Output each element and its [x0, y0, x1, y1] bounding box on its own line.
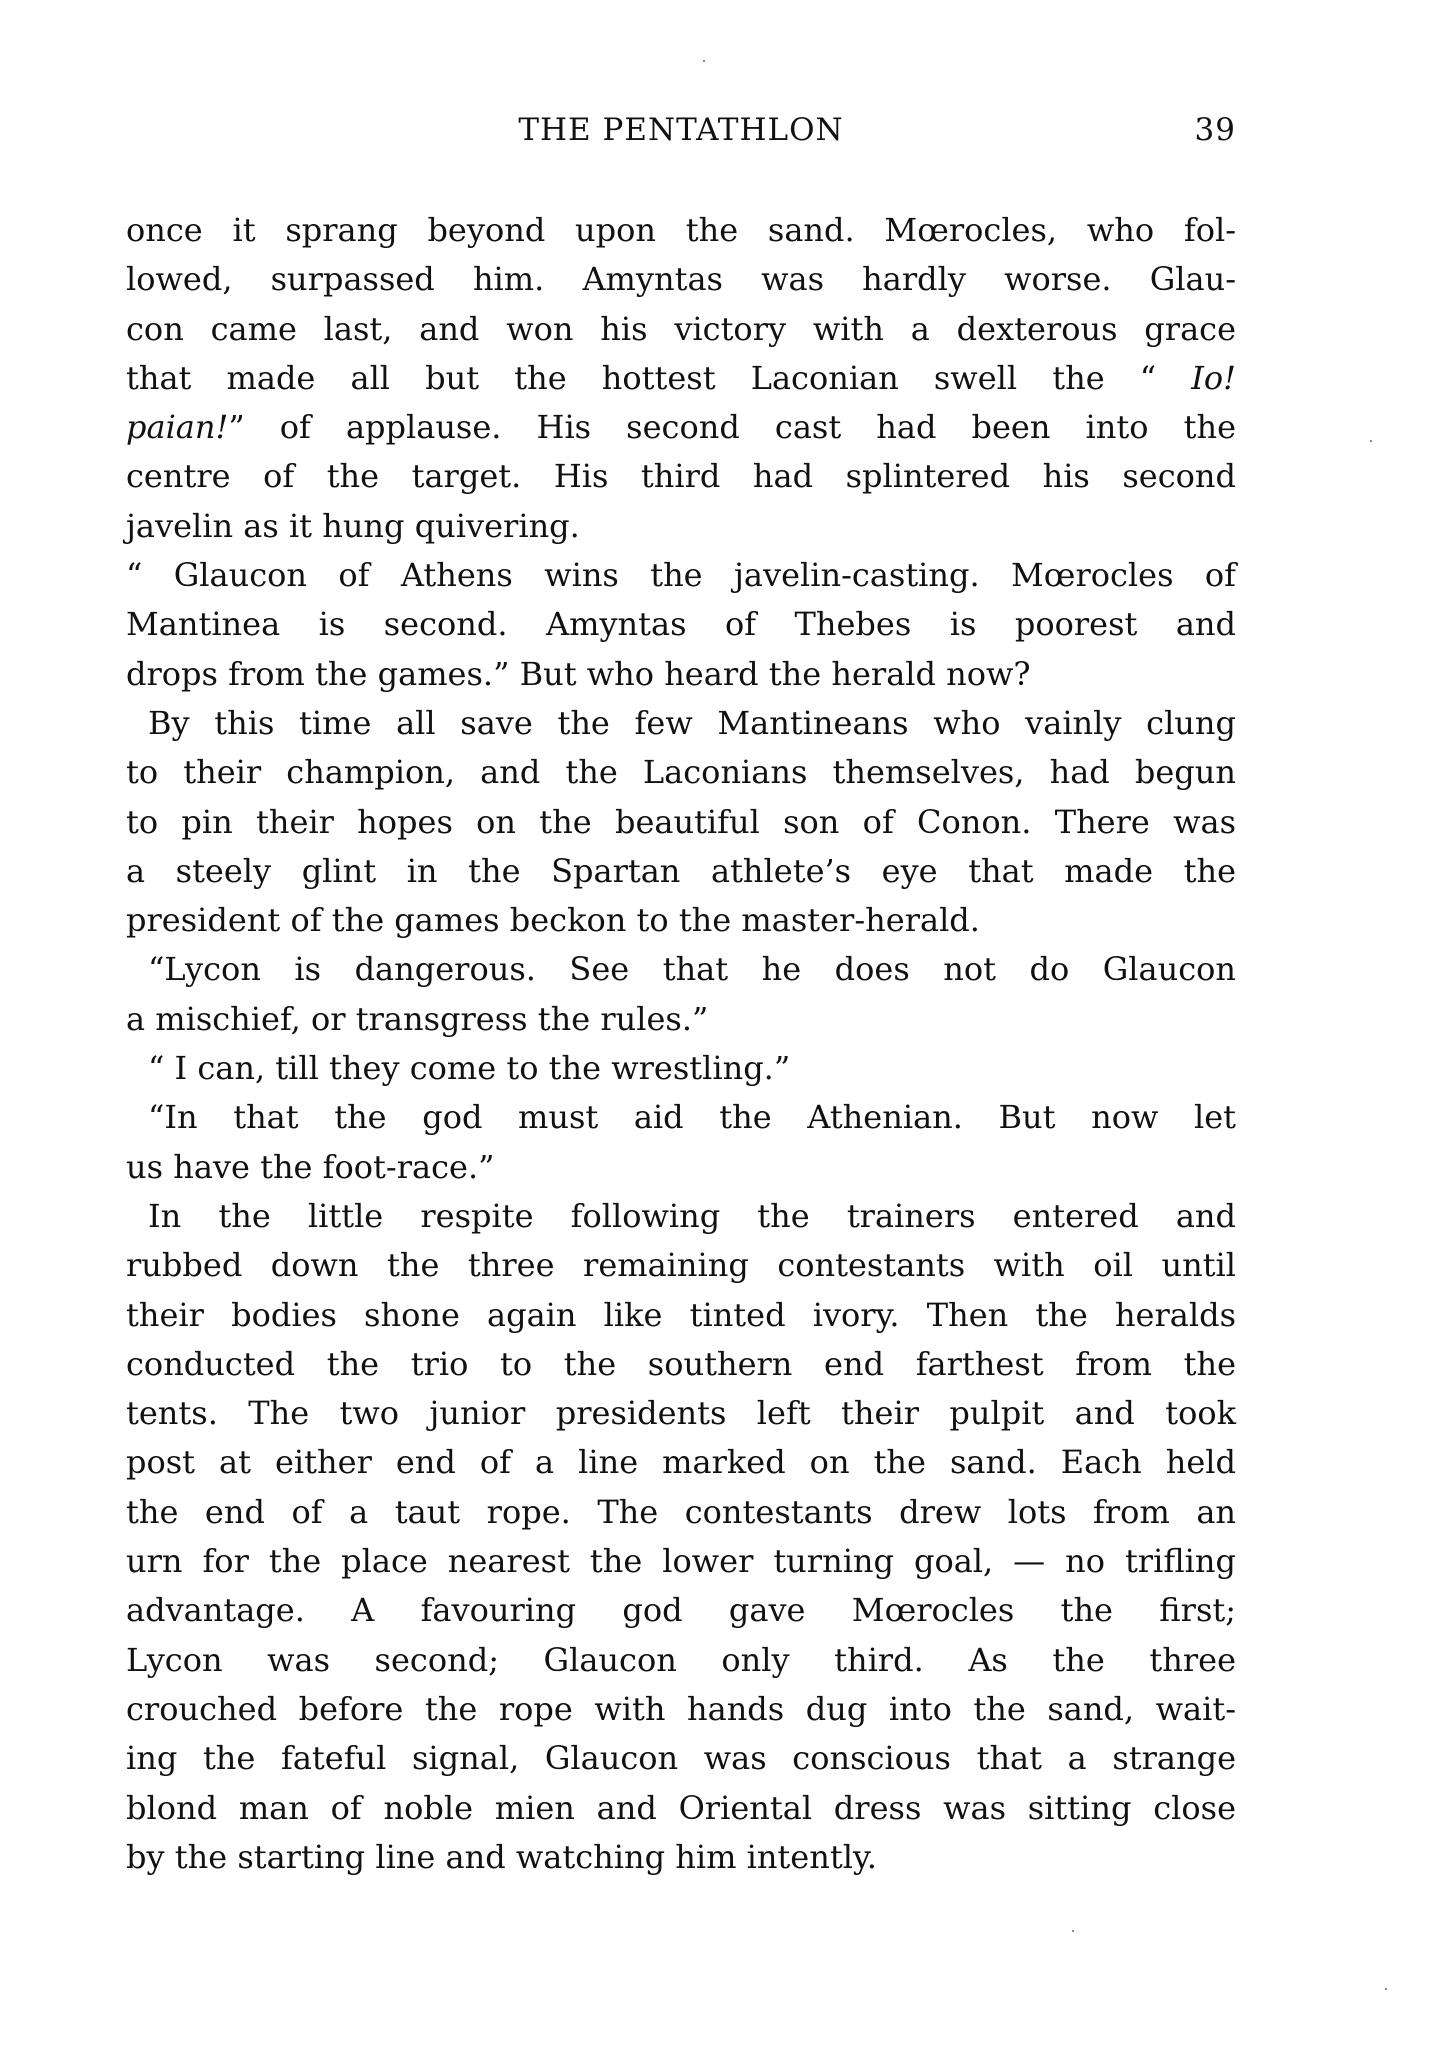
text-run: “ I can, till they come to the wrestling.”: [148, 1049, 791, 1088]
text-line: [126, 1488, 1236, 1537]
text-run: ing the fateful signal, Glaucon was conscious that a strange: [126, 1739, 1236, 1778]
text-line: [126, 1784, 1236, 1833]
text-line: [126, 1537, 1236, 1586]
text-line: [126, 1438, 1236, 1487]
text-run: urn for the place nearest the lower turning goal, — no trifling: [126, 1542, 1236, 1581]
text-line: [126, 1340, 1236, 1389]
text-run: Lycon was second; Glaucon only third. As the three: [126, 1640, 1236, 1679]
text-run: Mantinea is second. Amyntas of Thebes is poorest and: [126, 605, 1236, 644]
text-run: “In that the god must aid the Athenian. But now let: [148, 1098, 1236, 1137]
text-line: [126, 945, 1236, 994]
text-run: By this time all save the few Mantineans who vainly clung: [148, 703, 1236, 742]
text-run: us have the foot-race.”: [126, 1147, 495, 1186]
text-run: a mischief, or transgress the rules.”: [126, 999, 709, 1038]
italic-text: paian!: [126, 408, 229, 447]
text-line: [126, 1192, 1236, 1241]
text-run: that made all but the hottest Laconian swell the “: [126, 358, 1192, 397]
text-line: [126, 748, 1236, 797]
text-line: [126, 1143, 1236, 1192]
text-run: the end of a taut rope. The contestants drew lots from an: [126, 1492, 1236, 1531]
text-line: [126, 452, 1236, 501]
text-line: [126, 1093, 1236, 1142]
text-line: [126, 1241, 1236, 1290]
italic-text: Io!: [1191, 358, 1236, 397]
text-line: [126, 551, 1236, 600]
text-line: [126, 354, 1236, 403]
scan-speck: [703, 60, 705, 62]
text-line: [126, 995, 1236, 1044]
text-line: [126, 255, 1236, 304]
text-run: a steely glint in the Spartan athlete’s eye that made the: [126, 851, 1236, 890]
text-line: [126, 206, 1236, 255]
text-line: [126, 1389, 1236, 1438]
text-line: [126, 1833, 1236, 1882]
text-run: to their champion, and the Laconians themselves, had begun: [126, 753, 1236, 792]
text-run: “ Glaucon of Athens wins the javelin-casting. Mœrocles of: [126, 556, 1236, 595]
text-run: advantage. A favouring god gave Mœrocles the first;: [126, 1591, 1236, 1630]
scan-speck: [1370, 440, 1372, 442]
page-number: 39: [1194, 112, 1236, 148]
text-run: lowed, surpassed him. Amyntas was hardly worse. Glau-: [126, 260, 1236, 299]
text-line: [126, 1685, 1236, 1734]
text-run: by the starting line and watching him intently.: [126, 1837, 877, 1876]
text-line: [126, 798, 1236, 847]
chapter-title: THE PENTATHLON: [518, 112, 844, 148]
text-run: drops from the games.” But who heard the herald now?: [126, 654, 1031, 693]
text-run: conducted the trio to the southern end farthest from the: [126, 1344, 1236, 1383]
text-run: rubbed down the three remaining contestants with oil until: [126, 1246, 1236, 1285]
text-run: tents. The two junior presidents left their pulpit and took: [126, 1394, 1236, 1433]
text-run: their bodies shone again like tinted ivory. Then the heralds: [126, 1295, 1236, 1334]
text-run: con came last, and won his victory with a dexterous grace: [126, 309, 1236, 348]
text-line: [126, 403, 1236, 452]
text-run: post at either end of a line marked on the sand. Each held: [126, 1443, 1236, 1482]
text-line: [126, 699, 1236, 748]
text-run: “Lycon is dangerous. See that he does not do Glaucon: [148, 950, 1236, 989]
text-run: In the little respite following the trainers entered and: [148, 1196, 1236, 1235]
scan-speck: [1072, 1930, 1074, 1932]
text-line: [126, 502, 1236, 551]
text-line: [126, 896, 1236, 945]
text-run: centre of the target. His third had splintered his second: [126, 457, 1236, 496]
body-text: [126, 206, 1236, 1882]
text-line: [126, 1636, 1236, 1685]
text-line: [126, 1044, 1236, 1093]
text-run: president of the games beckon to the master-herald.: [126, 901, 980, 940]
text-run: javelin as it hung quivering.: [126, 506, 580, 545]
text-line: [126, 600, 1236, 649]
running-head: [126, 112, 1236, 162]
text-line: [126, 1734, 1236, 1783]
text-line: [126, 305, 1236, 354]
scan-speck: [1385, 1988, 1387, 1990]
text-run: ” of applause. His second cast had been into the: [228, 408, 1236, 447]
text-run: to pin their hopes on the beautiful son of Conon. There was: [126, 802, 1236, 841]
text-line: [126, 1291, 1236, 1340]
text-run: blond man of noble mien and Oriental dress was sitting close: [126, 1788, 1236, 1827]
text-line: [126, 847, 1236, 896]
text-run: crouched before the rope with hands dug into the sand, wait-: [126, 1689, 1236, 1728]
text-run: once it sprang beyond upon the sand. Mœrocles, who fol-: [126, 211, 1236, 249]
text-line: [126, 1586, 1236, 1635]
text-line: [126, 650, 1236, 699]
